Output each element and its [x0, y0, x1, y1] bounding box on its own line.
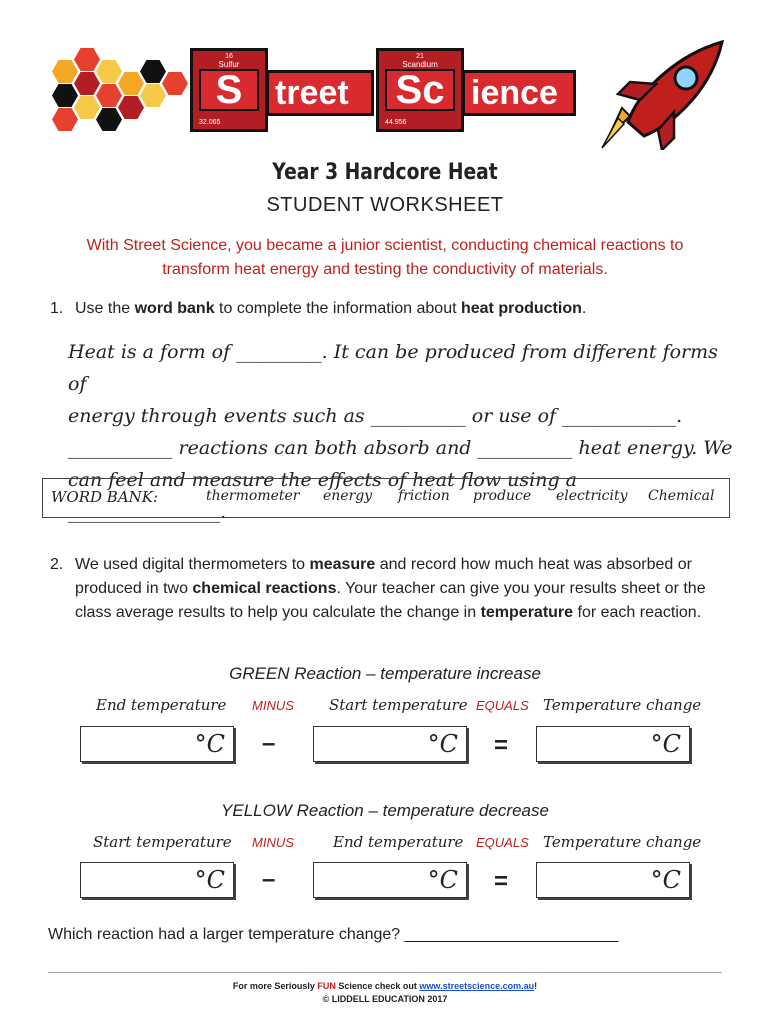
cloze-line: Heat is a form of _________. It can be produced from different forms of [68, 341, 718, 395]
tile-symbol: Sc [385, 69, 455, 111]
yellow-equals-label: EQUALS [476, 835, 529, 850]
celsius-unit: °C [194, 866, 225, 894]
tile-number: 16 [225, 53, 233, 60]
text-segment: and record how much heat was absorbed or produced in two [75, 556, 692, 597]
bold-segment: chemical reactions [192, 580, 337, 597]
hex-decoration [74, 72, 100, 95]
logo-word-ience: ience [462, 70, 576, 116]
yellow-start-temp-box[interactable] [80, 862, 234, 898]
cloze-line: ___________ reactions can both absorb and __________ heat energy. We [68, 437, 733, 459]
hex-decoration [52, 108, 78, 131]
green-end-temp-box[interactable] [80, 726, 234, 762]
word-bank-word: thermometer [206, 488, 300, 504]
worksheet-title: Year 3 Hardcore Heat [272, 160, 498, 185]
hex-decoration [96, 84, 122, 107]
footer-copyright: © LIDDELL EDUCATION 2017 [322, 994, 448, 1004]
hex-decoration [140, 84, 166, 107]
yellow-minus-label: MINUS [252, 835, 294, 850]
green-change-box[interactable] [536, 726, 690, 762]
element-tile-sulfur [190, 48, 268, 132]
hex-decoration [52, 84, 78, 107]
question-number: 1. [50, 300, 64, 317]
green-label-start: Start temperature [329, 696, 468, 714]
word-bank-word: electricity [556, 488, 628, 504]
element-tile-scandium [376, 48, 464, 132]
green-label-end: End temperature [96, 696, 227, 714]
tile-number: 21 [416, 53, 424, 60]
celsius-unit: °C [194, 730, 225, 758]
hex-decoration [74, 48, 100, 71]
word-bank-word: energy [323, 488, 373, 504]
tile-mass: 44.956 [385, 119, 407, 126]
bold-segment: heat production [460, 300, 582, 317]
yellow-reaction-title: YELLOW Reaction – temperature decrease [221, 801, 549, 820]
footer-promo [0, 980, 770, 993]
text-segment: Use the [75, 300, 135, 317]
text-segment: . [581, 300, 587, 317]
text-segment: for each reaction. [573, 604, 702, 621]
question-1 [50, 297, 730, 321]
footer-fun: FUN [317, 981, 336, 991]
tile-name: Sulfur [218, 60, 240, 69]
intro-text: With Street Science, you became a junior scientist, conducting chemical reactions to transform heat energy and testing the conductivity of materials. [86, 237, 684, 278]
rocket-icon [600, 38, 730, 150]
cloze-line: energy through events such as __________ or use of ____________. [68, 405, 683, 427]
celsius-unit: °C [427, 866, 458, 894]
celsius-unit: °C [650, 730, 681, 758]
question-2 [50, 553, 730, 625]
street-science-logo [40, 38, 730, 150]
hex-decoration [118, 72, 144, 95]
word-bank-word: Chemical [648, 488, 715, 504]
bold-segment: measure [309, 556, 376, 573]
hex-decoration [162, 72, 188, 95]
bold-segment: temperature [480, 604, 574, 621]
footer-text: Science check out [335, 981, 420, 991]
celsius-unit: °C [650, 866, 681, 894]
word-bank-label: WORD BANK: [51, 488, 159, 506]
footer [0, 980, 770, 1006]
equals-sign: = [494, 732, 509, 759]
green-minus-label: MINUS [252, 698, 294, 713]
footer-divider [48, 972, 722, 973]
tile-mass: 32.065 [199, 119, 221, 126]
hex-decoration [96, 60, 122, 83]
yellow-end-temp-box[interactable] [313, 862, 467, 898]
equals-sign: = [494, 868, 509, 895]
question-text [75, 553, 730, 625]
hex-decoration [118, 96, 144, 119]
minus-sign: – [262, 866, 276, 893]
question-text [75, 297, 730, 321]
word-bank-word: produce [473, 488, 532, 504]
yellow-label-start: Start temperature [93, 833, 232, 851]
logo-word-treet: treet [266, 70, 374, 116]
yellow-change-box[interactable] [536, 862, 690, 898]
final-question: Which reaction had a larger temperature change? ________________________ [48, 926, 619, 943]
word-bank [42, 478, 730, 518]
word-bank-word: friction [398, 488, 450, 504]
footer-link[interactable]: www.streetscience.com.au [419, 981, 535, 991]
celsius-unit: °C [427, 730, 458, 758]
yellow-label-change: Temperature change [543, 833, 702, 851]
hex-decoration [52, 60, 78, 83]
footer-text: For more Seriously [232, 981, 318, 991]
green-label-change: Temperature change [543, 696, 702, 714]
green-reaction-title: GREEN Reaction – temperature increase [229, 664, 541, 683]
worksheet-subtitle: STUDENT WORKSHEET [266, 194, 504, 216]
hex-decoration [140, 60, 166, 83]
question-number: 2. [50, 556, 64, 573]
green-equals-label: EQUALS [476, 698, 529, 713]
hex-decoration [74, 96, 100, 119]
hex-decoration [96, 108, 122, 131]
text-segment: . Your teacher can give you your results sheet or the class average results to help you calculate the change in [75, 580, 706, 621]
tile-symbol: S [199, 69, 259, 111]
yellow-label-end: End temperature [333, 833, 464, 851]
tile-name: Scandium [402, 60, 438, 69]
bold-segment: word bank [134, 300, 215, 317]
cloze-line: can feel and measure the effects of heat flow using a ________________. [68, 469, 578, 523]
minus-sign: – [262, 730, 276, 757]
text-segment: to complete the information about [214, 300, 461, 317]
green-start-temp-box[interactable] [313, 726, 467, 762]
footer-text: ! [534, 981, 538, 991]
text-segment: We used digital thermometers to [75, 556, 310, 573]
